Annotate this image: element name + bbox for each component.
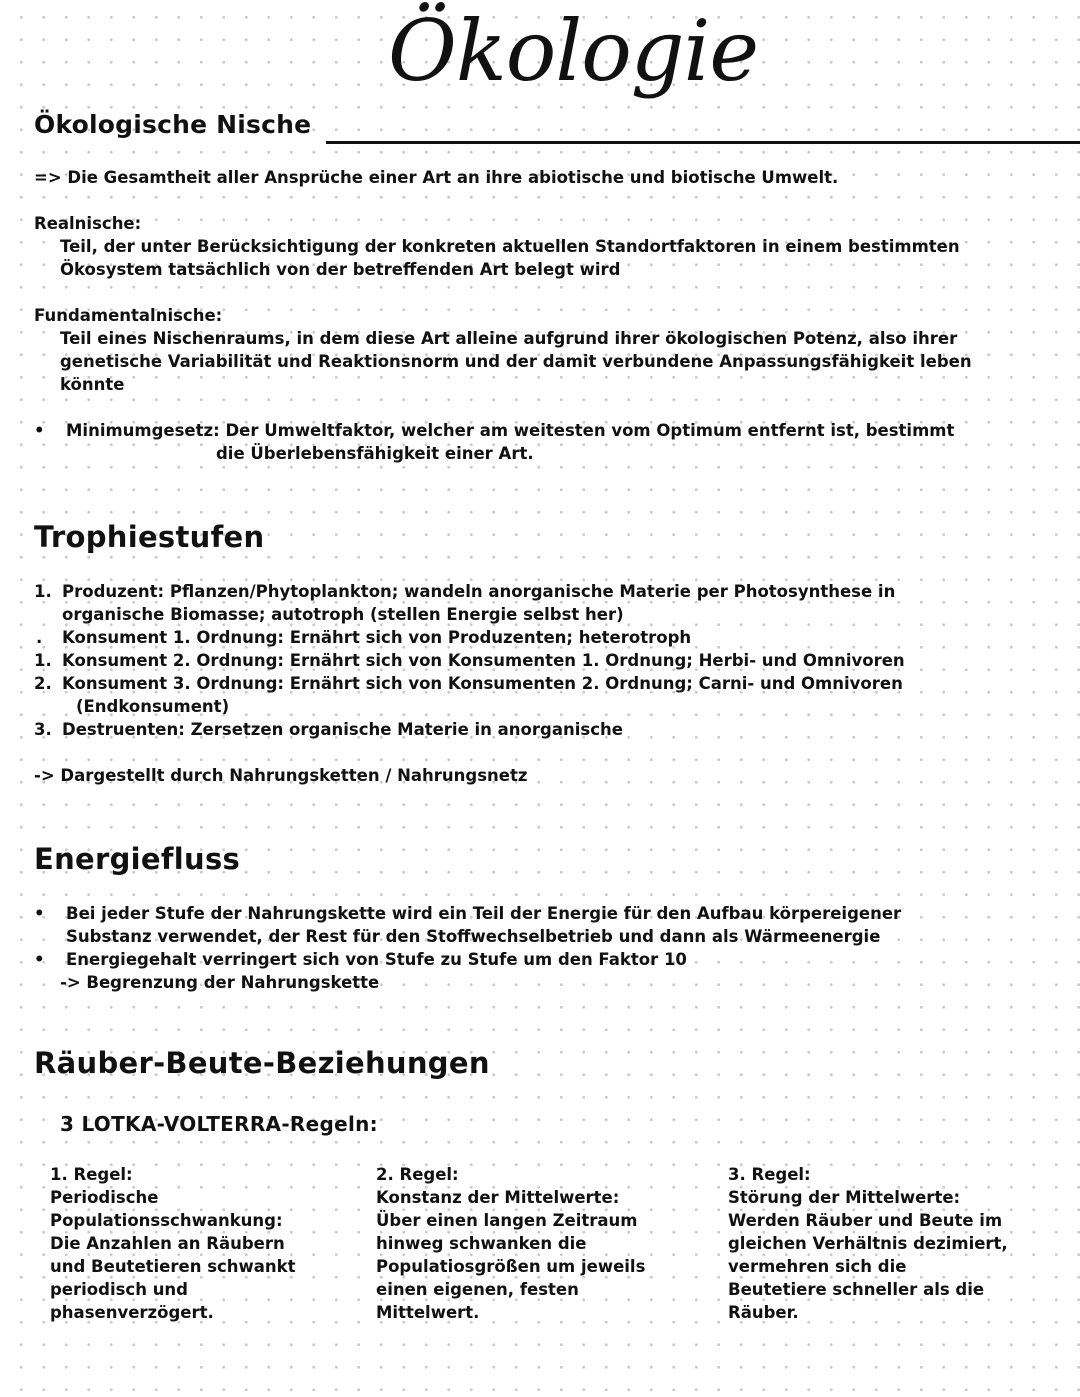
energie-bullet-line: Bei jeder Stufe der Nahrungskette wird ein Teil der Energie für den Aufbau körpereigener <box>66 904 902 923</box>
rule-line: Die Anzahlen an Räubern <box>50 1234 285 1253</box>
rule-column-3 <box>728 1163 1008 1324</box>
trophie-item-line: Destruenten: Zersetzen organische Materie in anorganische <box>62 720 623 739</box>
minimumgesetz-line: die Überlebensfähigkeit einer Art. <box>216 444 534 463</box>
rule-line: Beutetiere schneller als die <box>728 1280 985 1299</box>
rule-column-2 <box>376 1163 645 1324</box>
rule-line: 1. Regel: <box>50 1165 133 1184</box>
rule-line: Periodische <box>50 1188 159 1207</box>
section-heading-trophiestufen: Trophiestufen <box>34 520 265 554</box>
rule-line: 3. Regel: <box>728 1165 811 1184</box>
rule-line: periodisch und <box>50 1280 188 1299</box>
trophie-item-line: Produzent: Pflanzen/Phytoplankton; wandeln anorganische Materie per Photosynthese in <box>62 582 896 601</box>
rule-line: Populationsschwankung: <box>50 1211 283 1230</box>
rule-line: gleichen Verhältnis dezimiert, <box>728 1234 1008 1253</box>
rule-line: phasenverzögert. <box>50 1303 214 1322</box>
rule-column-1 <box>50 1163 296 1324</box>
realnische-text-line: Ökosystem tatsächlich von der betreffenden Art belegt wird <box>60 260 621 279</box>
realnische-text-line: Teil, der unter Berücksichtigung der konkreten aktuellen Standortfaktoren in einem bestimmten <box>60 237 960 256</box>
trophie-item-line: Konsument 3. Ordnung: Ernährt sich von Konsumenten 2. Ordnung; Carni- und Omnivoren <box>62 674 903 693</box>
bullet-icon: • <box>34 950 45 969</box>
rule-line: Störung der Mittelwerte: <box>728 1188 961 1207</box>
rule-line: 2. Regel: <box>376 1165 459 1184</box>
rule-line: Konstanz der Mittelwerte: <box>376 1188 620 1207</box>
realnische-label: Realnische: <box>34 214 142 233</box>
list-number: 3. <box>34 720 52 739</box>
bullet-icon: • <box>34 904 45 923</box>
energie-sub-line: -> Begrenzung der Nahrungskette <box>60 973 380 992</box>
title-underline <box>326 141 1080 144</box>
minimumgesetz-line: Minimumgesetz: Der Umweltfaktor, welcher am weitesten vom Optimum entfernt ist, bestimmt <box>66 421 955 440</box>
trophie-item-line: (Endkonsument) <box>76 697 230 716</box>
section-heading-nische: Ökologische Nische <box>34 110 312 139</box>
rule-line: einen eigenen, festen <box>376 1280 579 1299</box>
lotka-volterra-subheading: 3 LOTKA-VOLTERRA-Regeln: <box>60 1112 378 1136</box>
trophie-item-line: Konsument 1. Ordnung: Ernährt sich von Produzenten; heterotroph <box>62 628 692 647</box>
page-title: Ökologie <box>388 2 759 100</box>
nische-definition: => Die Gesamtheit aller Ansprüche einer Art an ihre abiotische und biotische Umwelt. <box>34 168 839 187</box>
rule-line: hinweg schwanken die <box>376 1234 587 1253</box>
trophie-item-line: organische Biomasse; autotroph (stellen Energie selbst her) <box>62 605 624 624</box>
rule-line: Über einen langen Zeitraum <box>376 1211 638 1230</box>
rule-line: Werden Räuber und Beute im <box>728 1211 1003 1230</box>
section-heading-raeuber-beute: Räuber-Beute-Beziehungen <box>34 1046 490 1080</box>
rule-line: Mittelwert. <box>376 1303 480 1322</box>
energie-bullet-line: Substanz verwendet, der Rest für den Stoffwechselbetrieb und dann als Wärmeenergie <box>66 927 881 946</box>
trophie-note: -> Dargestellt durch Nahrungsketten / Nahrungsnetz <box>34 766 528 785</box>
fundamentalnische-text-line: Teil eines Nischenraums, in dem diese Art alleine aufgrund ihrer ökologischen Potenz, also ihrer <box>60 329 958 348</box>
fundamentalnische-text-line: genetische Variabilität und Reaktionsnorm und der damit verbundene Anpassungsfähigkeit leben <box>60 352 972 371</box>
bullet-icon: • <box>34 421 45 440</box>
list-number: 2. <box>34 674 52 693</box>
list-number: 1. <box>34 651 52 670</box>
rule-line: und Beutetieren schwankt <box>50 1257 296 1276</box>
rule-line: Populatiosgrößen um jeweils <box>376 1257 646 1276</box>
rule-line: Räuber. <box>728 1303 799 1322</box>
energie-bullet-line: Energiegehalt verringert sich von Stufe zu Stufe um den Faktor 10 <box>66 950 687 969</box>
list-number: . <box>36 628 43 647</box>
rule-line: vermehren sich die <box>728 1257 907 1276</box>
section-heading-energiefluss: Energiefluss <box>34 842 241 876</box>
list-number: 1. <box>34 582 52 601</box>
trophie-item-line: Konsument 2. Ordnung: Ernährt sich von Konsumenten 1. Ordnung; Herbi- und Omnivoren <box>62 651 905 670</box>
fundamentalnische-label: Fundamentalnische: <box>34 306 223 325</box>
fundamentalnische-text-line: könnte <box>60 375 125 394</box>
